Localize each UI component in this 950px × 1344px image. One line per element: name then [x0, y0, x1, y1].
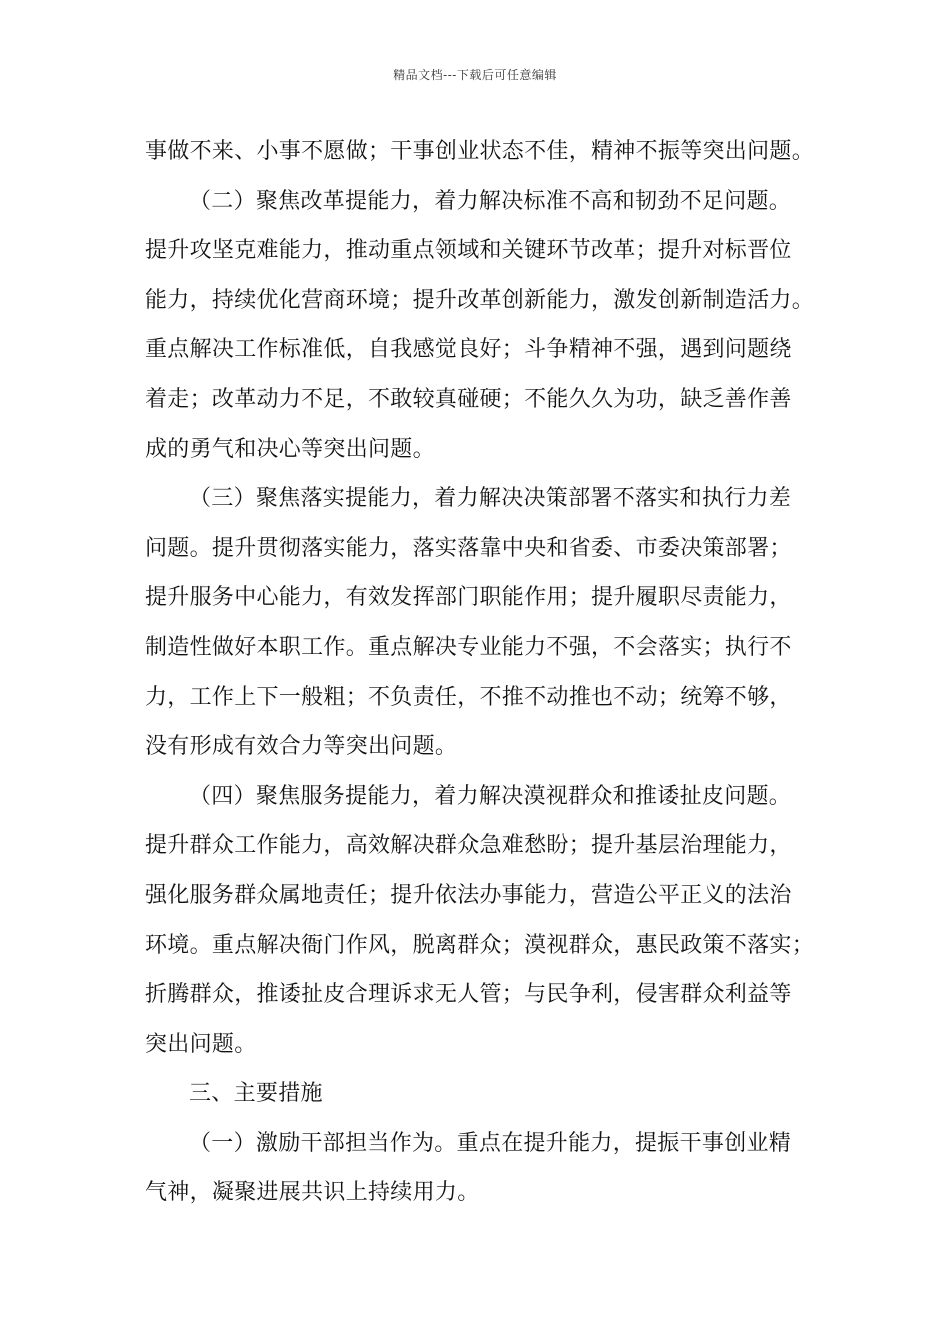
text-line: 问题。提升贯彻落实能力，落实落靠中央和省委、市委决策部署； [145, 535, 792, 561]
paragraph-section-2 [145, 177, 817, 475]
text-line: 气神，凝聚进展共识上持续用力。 [145, 1180, 480, 1206]
text-line: 力，工作上下一般粗；不负责任，不推不动推也不动；统筹不够， [145, 684, 792, 710]
text-line: 提升服务中心能力，有效发挥部门职能作用；提升履职尽责能力， [145, 585, 792, 611]
document-body [145, 127, 817, 1218]
section-heading-main-measures [145, 1069, 817, 1119]
text-line: 重点解决工作标准低，自我感觉良好；斗争精神不强，遇到问题绕 [145, 337, 792, 363]
text-line: 没有形成有效合力等突出问题。 [145, 734, 458, 760]
text-line: 突出问题。 [145, 1031, 257, 1057]
heading-line: 三、主要措施 [189, 1081, 323, 1107]
text-line: 折腾群众，推诿扯皮合理诉求无人管；与民争利，侵害群众利益等 [145, 982, 792, 1008]
text-line: 强化服务群众属地责任；提升依法办事能力，营造公平正义的法治 [145, 882, 792, 908]
text-line: 提升攻坚克难能力，推动重点领域和关键环节改革；提升对标晋位 [145, 238, 792, 264]
text-line: 能力，持续优化营商环境；提升改革创新能力，激发创新制造活力。 [145, 287, 815, 313]
paragraph-measure-1 [145, 1119, 817, 1218]
text-line: 环境。重点解决衙门作风，脱离群众；漠视群众，惠民政策不落实； [145, 932, 815, 958]
text-line: 制造性做好本职工作。重点解决专业能力不强，不会落实；执行不 [145, 634, 792, 660]
page-header: 精品文档---下载后可任意编辑 [393, 68, 557, 82]
text-line: （三）聚焦落实提能力，着力解决决策部署不落实和执行力差 [189, 486, 792, 512]
paragraph-section-3 [145, 474, 817, 772]
text-line: （一）激励干部担当作为。重点在提升能力，提振干事创业精 [189, 1130, 792, 1156]
paragraph-continuation [145, 127, 817, 177]
text-line: （二）聚焦改革提能力，着力解决标准不高和韧劲不足问题。 [189, 188, 792, 214]
text-line: 成的勇气和决心等突出问题。 [145, 436, 435, 462]
text-line: 事做不来、小事不愿做；干事创业状态不佳，精神不振等突出问题。 [145, 139, 815, 164]
text-line: 提升群众工作能力，高效解决群众急难愁盼；提升基层治理能力， [145, 833, 792, 859]
text-line: （四）聚焦服务提能力，着力解决漠视群众和推诿扯皮问题。 [189, 783, 792, 809]
text-line: 着走；改革动力不足，不敢较真碰硬；不能久久为功，缺乏善作善 [145, 386, 792, 412]
paragraph-section-4 [145, 772, 817, 1070]
